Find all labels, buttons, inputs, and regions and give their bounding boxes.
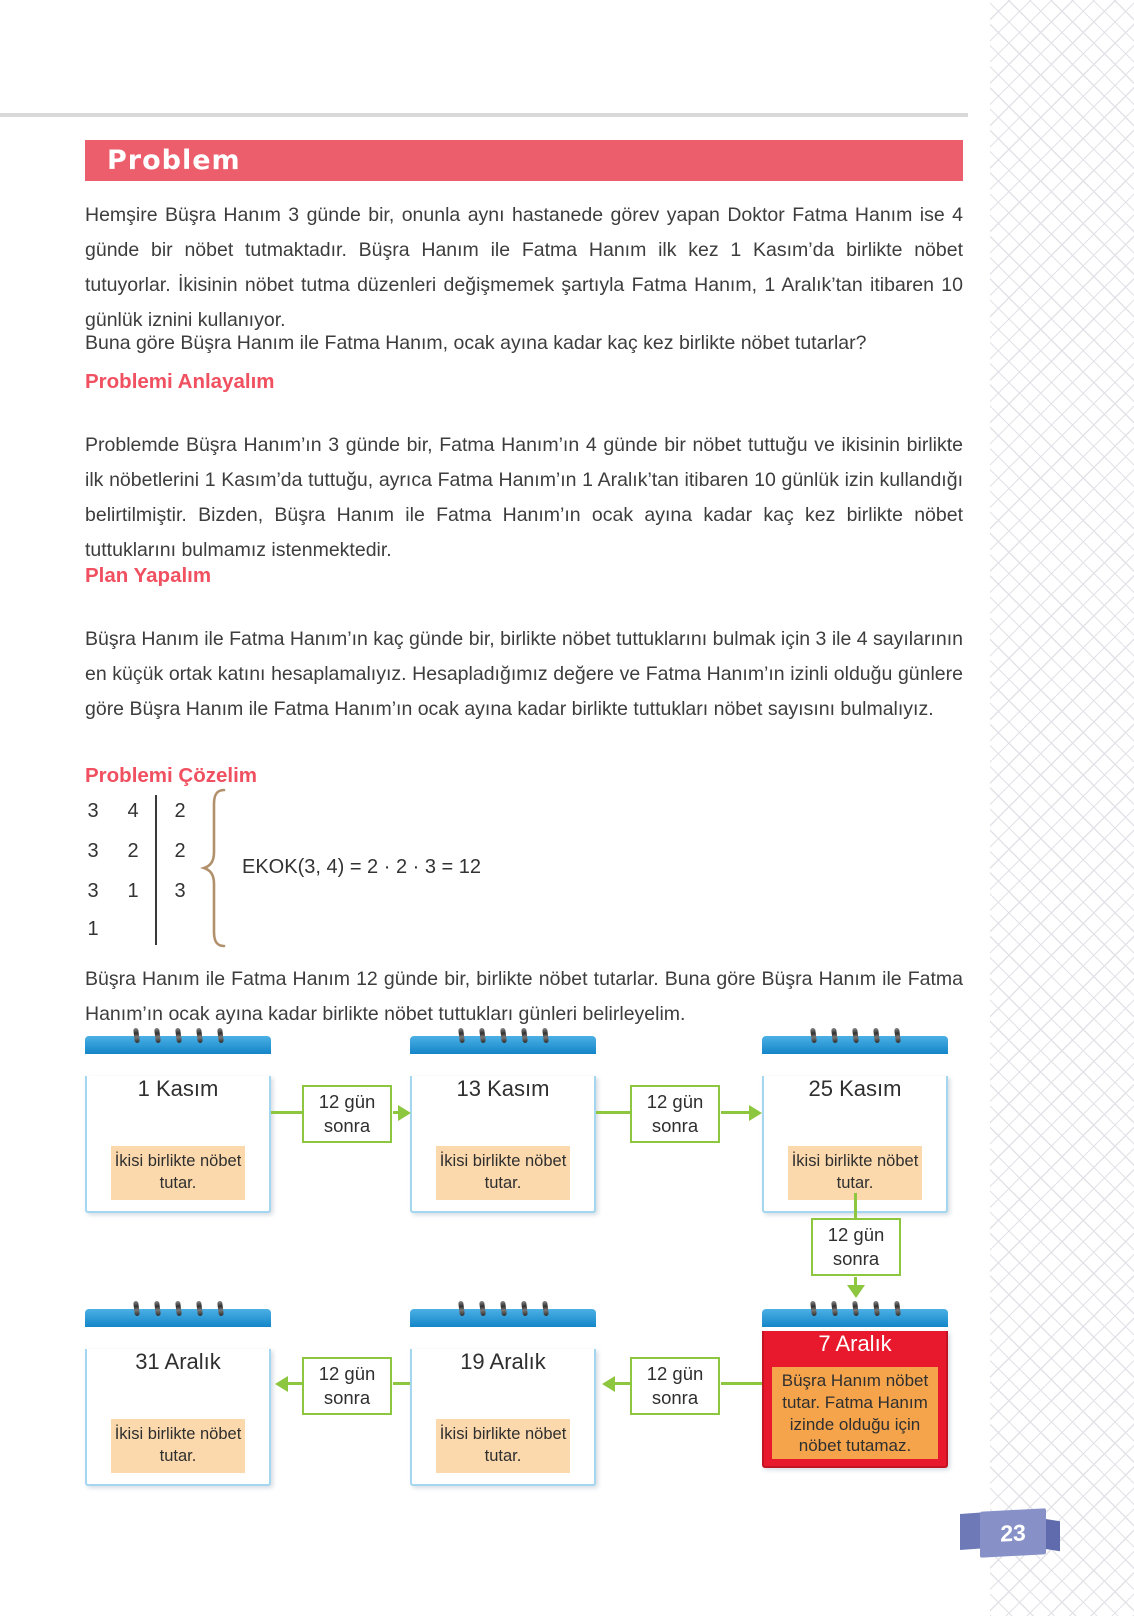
spiral-rings-icon [410, 1028, 596, 1043]
ribbon-right-fold [1044, 1519, 1060, 1552]
spiral-rings-icon [85, 1028, 271, 1043]
lcm-cell: 3 [87, 840, 99, 862]
connector-line [271, 1111, 302, 1114]
problem-banner [85, 140, 963, 181]
calendar-date: 19 Aralık [460, 1349, 546, 1374]
spiral-rings-icon [762, 1301, 948, 1316]
ekok-equation: EKOK(3, 4) = 2 · 2 · 3 = 12 [242, 856, 482, 878]
lcm-cell: 1 [87, 918, 99, 940]
solution-conclusion: Büşra Hanım ile Fatma Hanım 12 günde bir, birlikte nöbet tutarlar. Buna göre Büşra Hanım ile Fatma Hanım’ın ocak ayına kadar birlikte nöbet tuttukları günleri belirleyelim. [85, 967, 963, 1025]
page-number-ribbon [960, 1510, 1066, 1560]
spiral-rings-icon [410, 1301, 596, 1316]
section-body-plan: Büşra Hanım ile Fatma Hanım’ın kaç günde bir, birlikte nöbet tuttuklarını bulmak için 3 ile 4 sayılarının en küçük ortak katını hesaplamalıyız. Hesapladığımız değere ve Fatma Hanım’ın izinli olduğu günlere göre Büşra Hanım ile Fatma Hanım’ın ocak ayına kadar birlikte tuttukları nöbet sayısını bulmalıyız. [85, 627, 963, 720]
calendar-note: İkisi birlikte nöbet tutar. [436, 1146, 570, 1200]
calendar-1-kasim [85, 1028, 271, 1213]
connector-line [615, 1382, 630, 1385]
arrow-label: 12 gün sonra [302, 1357, 392, 1415]
spiral-rings-icon [762, 1028, 948, 1043]
arrow-label: 12 gün sonra [302, 1085, 392, 1143]
top-divider-bar [0, 113, 968, 117]
lcm-cell: 3 [174, 880, 186, 902]
arrow-label: 12 gün sonra [630, 1357, 720, 1415]
page-number: 23 [980, 1508, 1046, 1557]
calendar-date: 1 Kasım [137, 1076, 219, 1101]
arrow-left-icon [602, 1376, 615, 1392]
calendar-date: 7 Aralık [818, 1331, 892, 1356]
calendar-note: Büşra Hanım nöbet tutar. Fatma Hanım izinde olduğu için nöbet tutamaz. [772, 1367, 938, 1459]
problem-question: Buna göre Büşra Hanım ile Fatma Hanım, ocak ayına kadar kaç kez birlikte nöbet tutarlar? [85, 331, 867, 354]
lcm-divider-line [155, 795, 157, 945]
calendar-date: 13 Kasım [456, 1076, 550, 1101]
arrow-down-icon [847, 1285, 865, 1298]
arrow-right-icon [398, 1105, 411, 1121]
calendar-note: İkisi birlikte nöbet tutar. [436, 1419, 570, 1473]
calendar-25-kasim [762, 1028, 948, 1213]
calendar-flowchart [85, 1022, 963, 1472]
crosshatch-pattern-strip [990, 0, 1134, 1616]
lcm-cell: 3 [87, 800, 99, 822]
connector-line [721, 1111, 750, 1114]
calendar-13-kasim [410, 1028, 596, 1213]
arrow-label: 12 gün sonra [630, 1085, 720, 1143]
arrow-right-icon [749, 1105, 762, 1121]
calendar-31-aralik [85, 1301, 271, 1486]
calendar-19-aralik [410, 1301, 596, 1486]
problem-statement: Hemşire Büşra Hanım 3 günde bir, onunla aynı hastanede görev yapan Doktor Fatma Hanım ise 4 günde bir nöbet tutmaktadır. Büşra Hanım ile Fatma Hanım ilk kez 1 Kasım’da birlikte nöbet tutuyorlar. İkisinin nöbet tutma düzenleri değişmemek şartıyla Fatma Hanım, 1 Aralık’tan itibaren 10 günlük iznini kullanıyor. [85, 203, 963, 331]
lcm-cell: 2 [127, 840, 139, 862]
section-title-plan: Plan Yapalım [85, 564, 212, 587]
lcm-cell: 2 [174, 840, 186, 862]
lcm-cell: 3 [87, 880, 99, 902]
arrow-label: 12 gün sonra [811, 1218, 901, 1276]
calendar-note: İkisi birlikte nöbet tutar. [111, 1146, 245, 1200]
lcm-cell: 4 [127, 800, 139, 822]
connector-line [596, 1111, 630, 1114]
connector-line [393, 1382, 410, 1385]
calendar-7-aralik [762, 1301, 948, 1468]
section-body-anlayalim: Problemde Büşra Hanım’ın 3 günde bir, Fatma Hanım’ın 4 günde bir nöbet tuttuğu ve ikisinin birlikte ilk nöbetlerini 1 Kasım’da tuttuğu, ayrıca Fatma Hanım’ın 1 Aralık’tan itibaren 10 günlük izin kullandığı belirtilmiştir. Bizden, Büşra Hanım ile Fatma Hanım’ın ocak ayına kadar kaç kez birlikte nöbet tuttuklarını bulmamız istenmektedir. [85, 433, 963, 561]
calendar-note: İkisi birlikte nöbet tutar. [111, 1419, 245, 1473]
connector-line [288, 1382, 302, 1385]
lcm-cell: 2 [174, 800, 186, 822]
calendar-date: 31 Aralık [135, 1349, 221, 1374]
brace-icon [200, 788, 230, 953]
problem-banner-label: Problem [107, 145, 241, 176]
spiral-rings-icon [85, 1301, 271, 1316]
section-title-anlayalim: Problemi Anlayalım [85, 370, 275, 393]
arrow-left-icon [275, 1376, 288, 1392]
calendar-date: 25 Kasım [808, 1076, 902, 1101]
calendar-note: İkisi birlikte nöbet tutar. [788, 1146, 922, 1200]
section-title-cozelim: Problemi Çözelim [85, 764, 258, 787]
lcm-cell: 1 [127, 880, 139, 902]
connector-line [854, 1193, 857, 1218]
connector-line [721, 1382, 762, 1385]
